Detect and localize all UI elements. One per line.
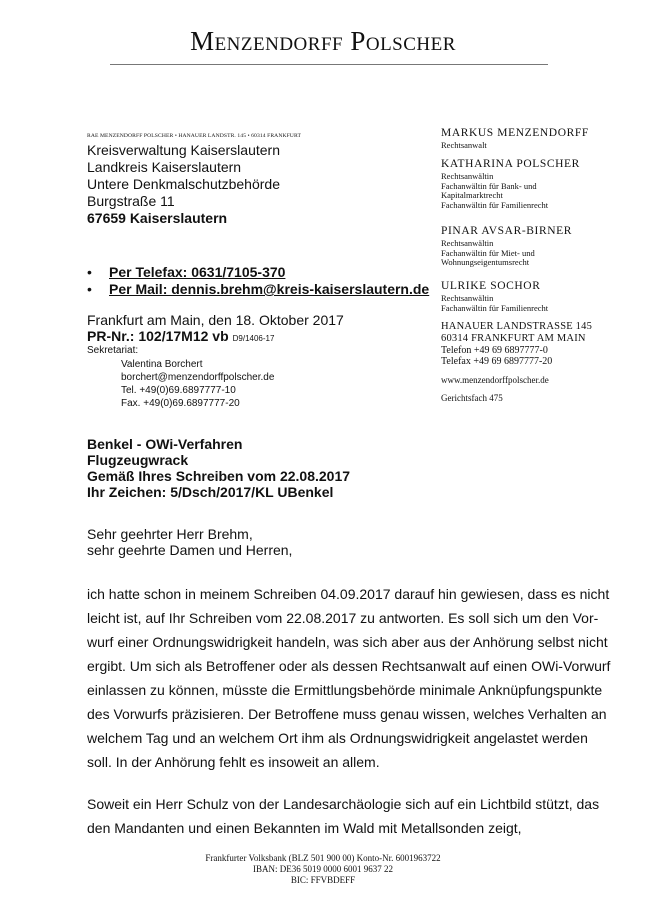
reference-number — [87, 328, 274, 344]
body-p1-line: leicht ist, auf Ihr Schreiben vom 22.08.2017 zu antworten. Es soll sich um den Vor- — [87, 610, 599, 626]
firm-city: 60314 FRANKFURT AM MAIN — [441, 333, 586, 344]
firm-street: HANAUER LANDSTRASSE 145 — [441, 321, 593, 332]
court-box: Gerichtsfach 475 — [441, 393, 503, 403]
body-p1-line: ich hatte schon in meinem Schreiben 04.09.2017 darauf hin gewiesen, dass es nicht — [87, 586, 610, 602]
body-p1-line: soll. In der Anhörung fehlt es insoweit an allem. — [87, 754, 380, 770]
pr-number: PR-Nr.: 102/17M12 vb — [87, 328, 229, 344]
salutation-line-1: Sehr geehrter Herr Brehm, — [87, 526, 253, 542]
firm-website: www.menzendorffpolscher.de — [441, 375, 549, 385]
secretary-name: Valentina Borchert — [121, 359, 203, 370]
firm-name-heading: Menzendorff Polscher — [190, 26, 456, 56]
footer-bic: BIC: FFVBDEFF — [290, 875, 356, 885]
body-p1-line: des Vorwurfs präzisieren. Der Betroffene muss genau wissen, welches Verhalten an — [87, 706, 607, 722]
pr-suffix: D9/1406-17 — [232, 334, 275, 343]
secretary-fax: Fax. +49(0)69.6897777-20 — [121, 398, 240, 409]
lawyer-name: ULRIKE SOCHOR — [441, 280, 541, 292]
lawyer-role: Rechtsanwältin — [441, 171, 494, 181]
subject-line-3: Gemäß Ihres Schreiben vom 22.08.2017 — [87, 468, 351, 484]
recipient-street: Burgstraße 11 — [87, 193, 175, 209]
secretary-tel: Tel. +49(0)69.6897777-10 — [121, 385, 236, 396]
body-p2-line: Soweit ein Herr Schulz von der Landesarchäologie sich auf ein Lichtbild stützt, das — [87, 796, 600, 812]
lawyer-role: Fachanwältin für Bank- und — [441, 180, 537, 191]
subject-line-2: Flugzeugwrack — [87, 452, 189, 468]
footer-iban: IBAN: DE36 5019 0000 6001 9637 22 — [253, 864, 393, 874]
footer-bank: Frankfurter Volksbank (BLZ 501 900 00) Konto-Nr. 6001963722 — [205, 853, 441, 863]
lawyer-name: PINAR AVSAR-BIRNER — [441, 225, 573, 237]
bullet-icon: • — [87, 264, 92, 280]
salutation-line-2: sehr geehrte Damen und Herren, — [87, 542, 293, 558]
firm-phone: Telefon +49 69 6897777-0 — [441, 345, 548, 356]
dispatch-fax-item — [87, 264, 285, 280]
lawyer-role: Rechtsanwältin — [441, 238, 494, 248]
body-p1-line: ergibt. Um sich als Betroffener oder als dessen Rechtsanwalt auf einen OWi-Vorwurf — [87, 658, 611, 674]
lawyer-role: Fachanwältin für Familienrecht — [441, 302, 549, 313]
recipient-department: Untere Denkmalschutzbehörde — [87, 176, 280, 192]
lawyer-role: Kapitalmarktrecht — [441, 190, 503, 200]
lawyer-name: KATHARINA POLSCHER — [441, 158, 580, 170]
dispatch-mail-text: Per Mail: dennis.brehm@kreis-kaiserslautern.de — [109, 281, 430, 297]
lawyer-role: Rechtsanwalt — [441, 140, 487, 150]
lawyer-role: Rechtsanwältin — [441, 293, 494, 303]
secretariat-label: Sekretariat: — [87, 345, 139, 356]
lawyer-role: Fachanwältin für Miet- und — [441, 247, 535, 258]
recipient-org: Kreisverwaltung Kaiserslautern — [87, 142, 280, 158]
recipient-city: 67659 Kaiserslautern — [87, 210, 228, 226]
body-p1-line: welchem Tag und an welchem Ort ihm als Ordnungswidrigkeit angelastet werden — [87, 730, 588, 746]
subject-line-1: Benkel - OWi-Verfahren — [87, 436, 243, 452]
firm-fax: Telefax +49 69 6897777-20 — [441, 356, 553, 367]
body-p1-line: einlassen zu können, müsste die Ermittlungsbehörde minimale Anknüpfungspunkte — [87, 682, 603, 698]
recipient-district: Landkreis Kaiserslautern — [87, 159, 242, 175]
lawyer-role: Wohnungseigentumsrecht — [441, 257, 530, 267]
sender-return-line: RAE MENZENDORFF POLSCHER • HANAUER LANDSTR. 145 • 60314 FRANKFURT — [87, 133, 301, 139]
dispatch-fax-text: Per Telefax: 0631/7105-370 — [109, 264, 286, 280]
dispatch-mail-item — [87, 281, 429, 297]
lawyer-role: Fachanwältin für Familienrecht — [441, 199, 549, 210]
header-rule — [110, 64, 548, 65]
body-p1-line: wurf einer Ordnungswidrigkeit handeln, was sich aber aus der Anhörung selbst nicht — [87, 634, 608, 650]
body-p2-line: den Mandanten und einen Bekannten im Wald mit Metallsonden zeigt, — [87, 820, 522, 836]
lawyer-name: MARKUS MENZENDORFF — [441, 127, 589, 139]
secretary-email: borchert@menzendorffpolscher.de — [121, 372, 275, 383]
subject-line-4: Ihr Zeichen: 5/Dsch/2017/KL UBenkel — [87, 484, 334, 500]
bullet-icon: • — [87, 281, 92, 297]
date-line: Frankfurt am Main, den 18. Oktober 2017 — [87, 312, 344, 328]
